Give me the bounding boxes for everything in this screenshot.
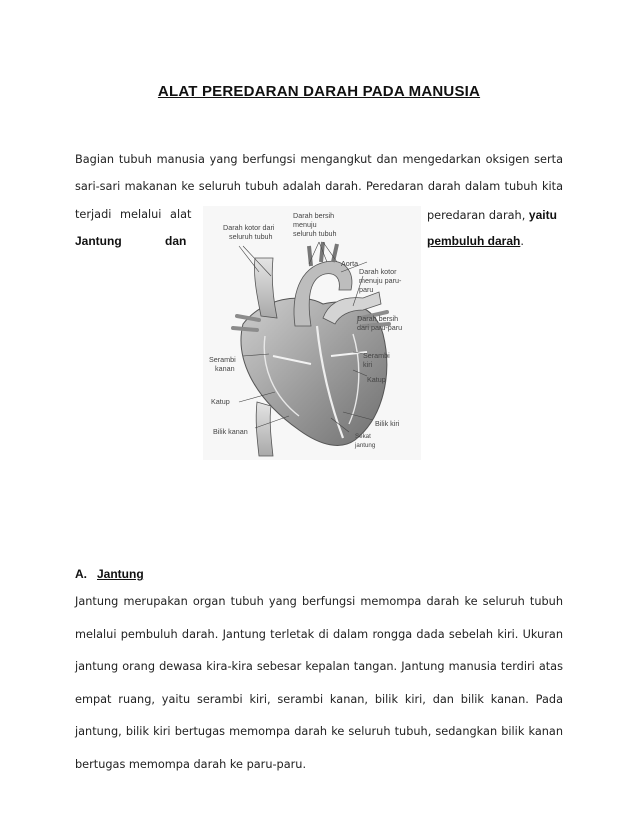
label-clean-to-body-1: Darah bersih (293, 211, 335, 220)
label-dirty-to-lungs-3: paru (359, 285, 374, 294)
section-a-line-6: bertugas memompa darah ke paru-paru. (75, 757, 307, 771)
intro-text-2: sari-sari makanan ke seluruh tubuh adalah darah. Peredaran darah dalam tubuh kita (75, 180, 563, 193)
label-left-atrium-1: Serambi (363, 351, 390, 360)
intro-text-3-right (427, 208, 557, 223)
label-valve-left: Katup (367, 375, 386, 384)
section-a-paragraph (75, 595, 563, 791)
intro-text-3-right-plain: peredaran darah, (427, 209, 526, 222)
section-a-line-2: melalui pembuluh darah. Jantung terletak di dalam rongga dada sebelah kiri. Ukuran (75, 627, 563, 641)
label-left-atrium-2: kiri (363, 360, 373, 369)
intro-line-2 (75, 180, 563, 194)
vena-cava-inferior (256, 402, 273, 456)
label-clean-from-lungs-2: dari paru-paru (357, 323, 403, 332)
section-a-line-5: jantung, bilik kiri bertugas memompa darah ke seluruh tubuh, sedangkan bilik kanan (75, 725, 563, 739)
heart-diagram (203, 206, 421, 460)
intro-text-1: Bagian tubuh manusia yang berfungsi mengangkut dan mengedarkan oksigen serta (75, 153, 563, 166)
section-a-title: Jantung (97, 567, 144, 581)
section-a-line-4: empat ruang, yaitu serambi kiri, serambi kanan, bilik kiri, dan bilik kanan. Pada (75, 692, 563, 706)
label-right-ventricle: Bilik kanan (213, 427, 248, 436)
label-dirty-from-body-1: Darah kotor dari (223, 223, 275, 232)
intro-line-1 (75, 153, 563, 167)
section-a-line-1: Jantung merupakan organ tubuh yang berfungsi memompa darah ke seluruh tubuh (75, 595, 563, 608)
intro-text-3-left: terjadi melalui alat (75, 208, 192, 221)
label-right-atrium-1: Serambi (209, 355, 236, 364)
keyword-pembuluh-darah: pembuluh darah (427, 234, 521, 248)
label-clean-to-body-3: seluruh tubuh (293, 229, 337, 238)
section-a-line-3: jantung orang dewasa kira-kira sebesar kepalan tangan. Jantung manusia terdiri atas (75, 660, 563, 674)
label-left-ventricle: Bilik kiri (375, 419, 400, 428)
intro-keyword-yaitu: yaitu (528, 208, 557, 222)
label-dirty-to-lungs-2: menuju paru- (359, 276, 402, 285)
section-a-heading (75, 567, 144, 581)
label-clean-from-lungs-1: Darah bersih (357, 314, 399, 323)
section-a-number: A. (75, 567, 87, 581)
label-dirty-to-lungs-1: Darah kotor (359, 267, 397, 276)
label-right-atrium-2: kanan (215, 364, 235, 373)
label-clean-to-body-2: menuju (293, 220, 317, 229)
keyword-dan: dan (165, 234, 187, 248)
label-septum-2: jantung (355, 442, 376, 449)
label-dirty-from-body-2: seluruh tubuh (229, 232, 273, 241)
intro-period: . (520, 235, 524, 248)
label-aorta: Aorta (341, 259, 359, 268)
page-title: ALAT PEREDARAN DARAH PADA MANUSIA (157, 83, 481, 100)
keyword-jantung: Jantung (75, 234, 122, 248)
label-septum-1: Sekat (355, 433, 371, 440)
label-valve-right: Katup (211, 397, 230, 406)
intro-text-4-right (427, 234, 524, 249)
